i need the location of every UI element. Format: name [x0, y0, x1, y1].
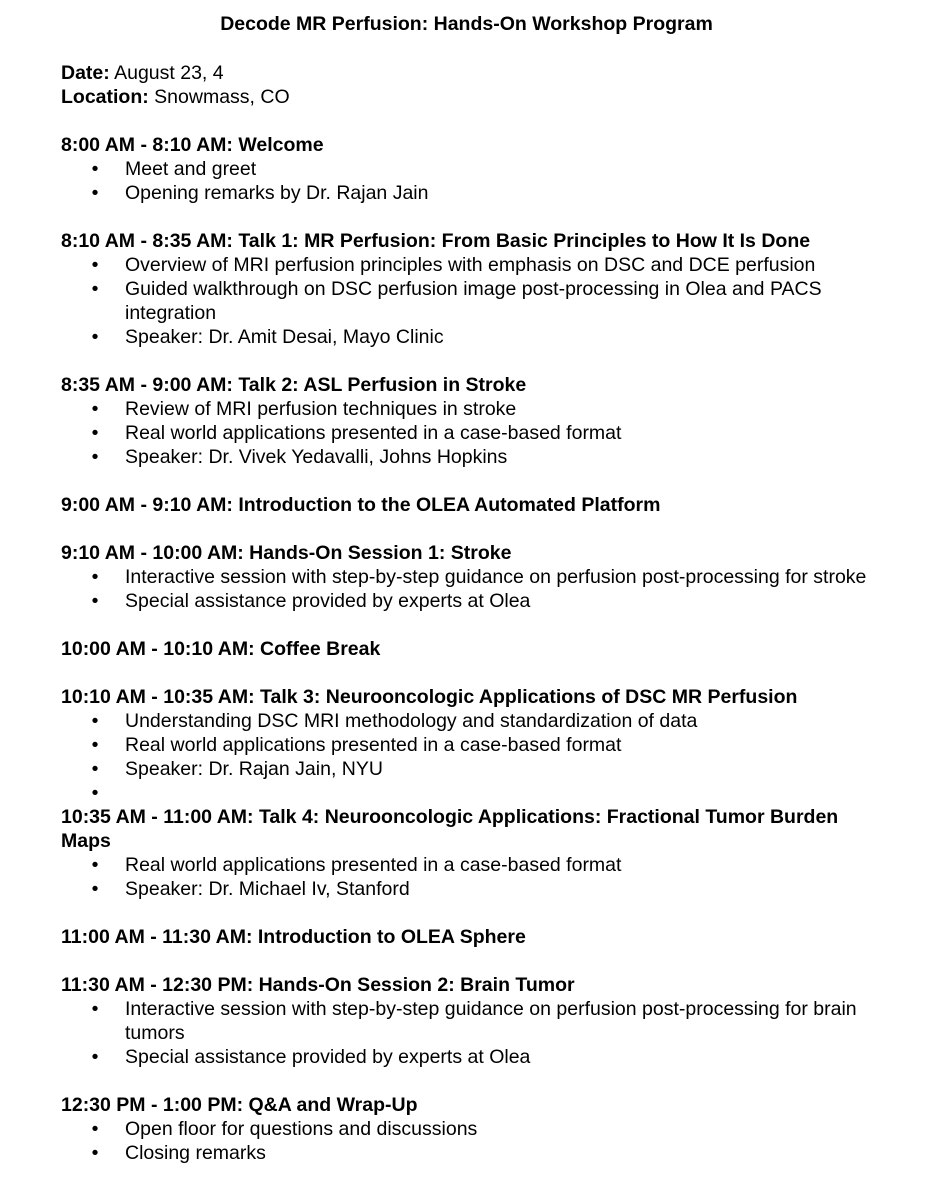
session-item-text: Real world applications presented in a case-based format	[125, 734, 622, 756]
session-heading: 9:10 AM - 10:00 AM: Hands-On Session 1: Stroke	[61, 542, 512, 564]
date-label: Date:	[61, 62, 110, 84]
session-list-item	[61, 1117, 893, 1141]
date-value: August 23, 4	[109, 62, 224, 84]
schedule-session	[61, 685, 893, 805]
session-list-item	[61, 445, 893, 469]
session-item-list	[61, 253, 893, 349]
bullet-icon	[90, 397, 100, 421]
bullet-icon	[90, 421, 100, 445]
bullet-icon	[90, 1045, 100, 1069]
session-item-text: Open floor for questions and discussions	[125, 1118, 478, 1140]
session-heading: 12:30 PM - 1:00 PM: Q&A and Wrap-Up	[61, 1094, 418, 1116]
session-item-list	[61, 1117, 893, 1165]
session-list-item	[61, 853, 893, 877]
session-item-list	[61, 709, 893, 805]
bullet-icon	[90, 757, 100, 781]
session-list-item	[61, 709, 893, 733]
schedule-session	[61, 133, 893, 205]
bullet-icon	[90, 709, 100, 733]
program-schedule	[61, 133, 893, 1165]
session-item-list	[61, 853, 893, 901]
session-heading: 11:00 AM - 11:30 AM: Introduction to OLEA Sphere	[61, 926, 526, 948]
session-item-text: Interactive session with step-by-step guidance on perfusion post-processing for stroke	[125, 566, 867, 588]
bullet-icon	[90, 853, 100, 877]
session-item-text: Real world applications presented in a case-based format	[125, 422, 622, 444]
session-item-list	[61, 157, 893, 205]
session-item-text: Real world applications presented in a case-based format	[125, 854, 622, 876]
schedule-session	[61, 805, 893, 901]
session-item-text: Closing remarks	[125, 1142, 266, 1164]
session-list-item	[61, 157, 893, 181]
bullet-icon	[90, 277, 100, 301]
schedule-session	[61, 973, 893, 1069]
location-value: Snowmass, CO	[148, 86, 290, 108]
session-item-text: Speaker: Dr. Vivek Yedavalli, Johns Hopkins	[125, 446, 508, 468]
schedule-session	[61, 637, 893, 661]
bullet-icon	[90, 589, 100, 613]
session-list-item	[61, 421, 893, 445]
bullet-icon	[90, 445, 100, 469]
session-heading: 10:00 AM - 10:10 AM: Coffee Break	[61, 638, 381, 660]
session-list-item	[61, 997, 893, 1045]
bullet-icon	[90, 1141, 100, 1165]
bullet-icon	[90, 181, 100, 205]
location-line	[61, 85, 893, 109]
bullet-icon	[90, 325, 100, 349]
session-heading: 10:10 AM - 10:35 AM: Talk 3: Neurooncologic Applications of DSC MR Perfusion	[61, 686, 798, 708]
session-list-item	[61, 565, 893, 589]
session-heading: 8:00 AM - 8:10 AM: Welcome	[61, 134, 324, 156]
session-heading: 11:30 AM - 12:30 PM: Hands-On Session 2: Brain Tumor	[61, 974, 575, 996]
session-item-text: Guided walkthrough on DSC perfusion image post-processing in Olea and PACS integration	[125, 278, 822, 324]
session-item-list	[61, 397, 893, 469]
schedule-session	[61, 925, 893, 949]
schedule-session	[61, 541, 893, 613]
session-list-item	[61, 781, 893, 805]
session-heading: 8:35 AM - 9:00 AM: Talk 2: ASL Perfusion in Stroke	[61, 374, 527, 396]
bullet-icon	[90, 157, 100, 181]
document-title: Decode MR Perfusion: Hands-On Workshop Program	[220, 13, 713, 35]
session-list-item	[61, 325, 893, 349]
session-item-text: Overview of MRI perfusion principles with emphasis on DSC and DCE perfusion	[125, 254, 816, 276]
session-item-text: Meet and greet	[125, 158, 257, 180]
schedule-session	[61, 1093, 893, 1165]
session-list-item	[61, 877, 893, 901]
session-item-list	[61, 997, 893, 1069]
session-list-item	[61, 397, 893, 421]
session-heading: 10:35 AM - 11:00 AM: Talk 4: Neurooncologic Applications: Fractional Tumor Burden Maps	[61, 806, 839, 852]
session-list-item	[61, 757, 893, 781]
bullet-icon	[90, 781, 100, 805]
schedule-session	[61, 493, 893, 517]
session-heading: 9:00 AM - 9:10 AM: Introduction to the OLEA Automated Platform	[61, 494, 661, 516]
session-item-text: Speaker: Dr. Amit Desai, Mayo Clinic	[125, 326, 444, 348]
bullet-icon	[90, 1117, 100, 1141]
location-label: Location:	[61, 86, 149, 108]
schedule-session	[61, 373, 893, 469]
bullet-icon	[90, 997, 100, 1021]
session-item-text: Opening remarks by Dr. Rajan Jain	[125, 182, 429, 204]
session-item-text: Review of MRI perfusion techniques in stroke	[125, 398, 517, 420]
session-item-text: Speaker: Dr. Michael Iv, Stanford	[125, 878, 410, 900]
bullet-icon	[90, 877, 100, 901]
session-list-item	[61, 1141, 893, 1165]
date-line	[61, 61, 893, 85]
session-heading: 8:10 AM - 8:35 AM: Talk 1: MR Perfusion: From Basic Principles to How It Is Done	[61, 230, 811, 252]
session-item-text: Special assistance provided by experts at Olea	[125, 590, 531, 612]
session-item-text: Understanding DSC MRI methodology and standardization of data	[125, 710, 698, 732]
session-list-item	[61, 277, 893, 325]
session-item-list	[61, 565, 893, 613]
bullet-icon	[90, 565, 100, 589]
session-list-item	[61, 733, 893, 757]
bullet-icon	[90, 253, 100, 277]
event-meta	[61, 61, 893, 109]
schedule-session	[61, 229, 893, 349]
session-item-text: Speaker: Dr. Rajan Jain, NYU	[125, 758, 383, 780]
session-item-text: Special assistance provided by experts at Olea	[125, 1046, 531, 1068]
session-list-item	[61, 181, 893, 205]
session-list-item	[61, 589, 893, 613]
session-list-item	[61, 1045, 893, 1069]
session-item-text: Interactive session with step-by-step guidance on perfusion post-processing for brain tumors	[125, 998, 857, 1044]
session-list-item	[61, 253, 893, 277]
bullet-icon	[90, 733, 100, 757]
